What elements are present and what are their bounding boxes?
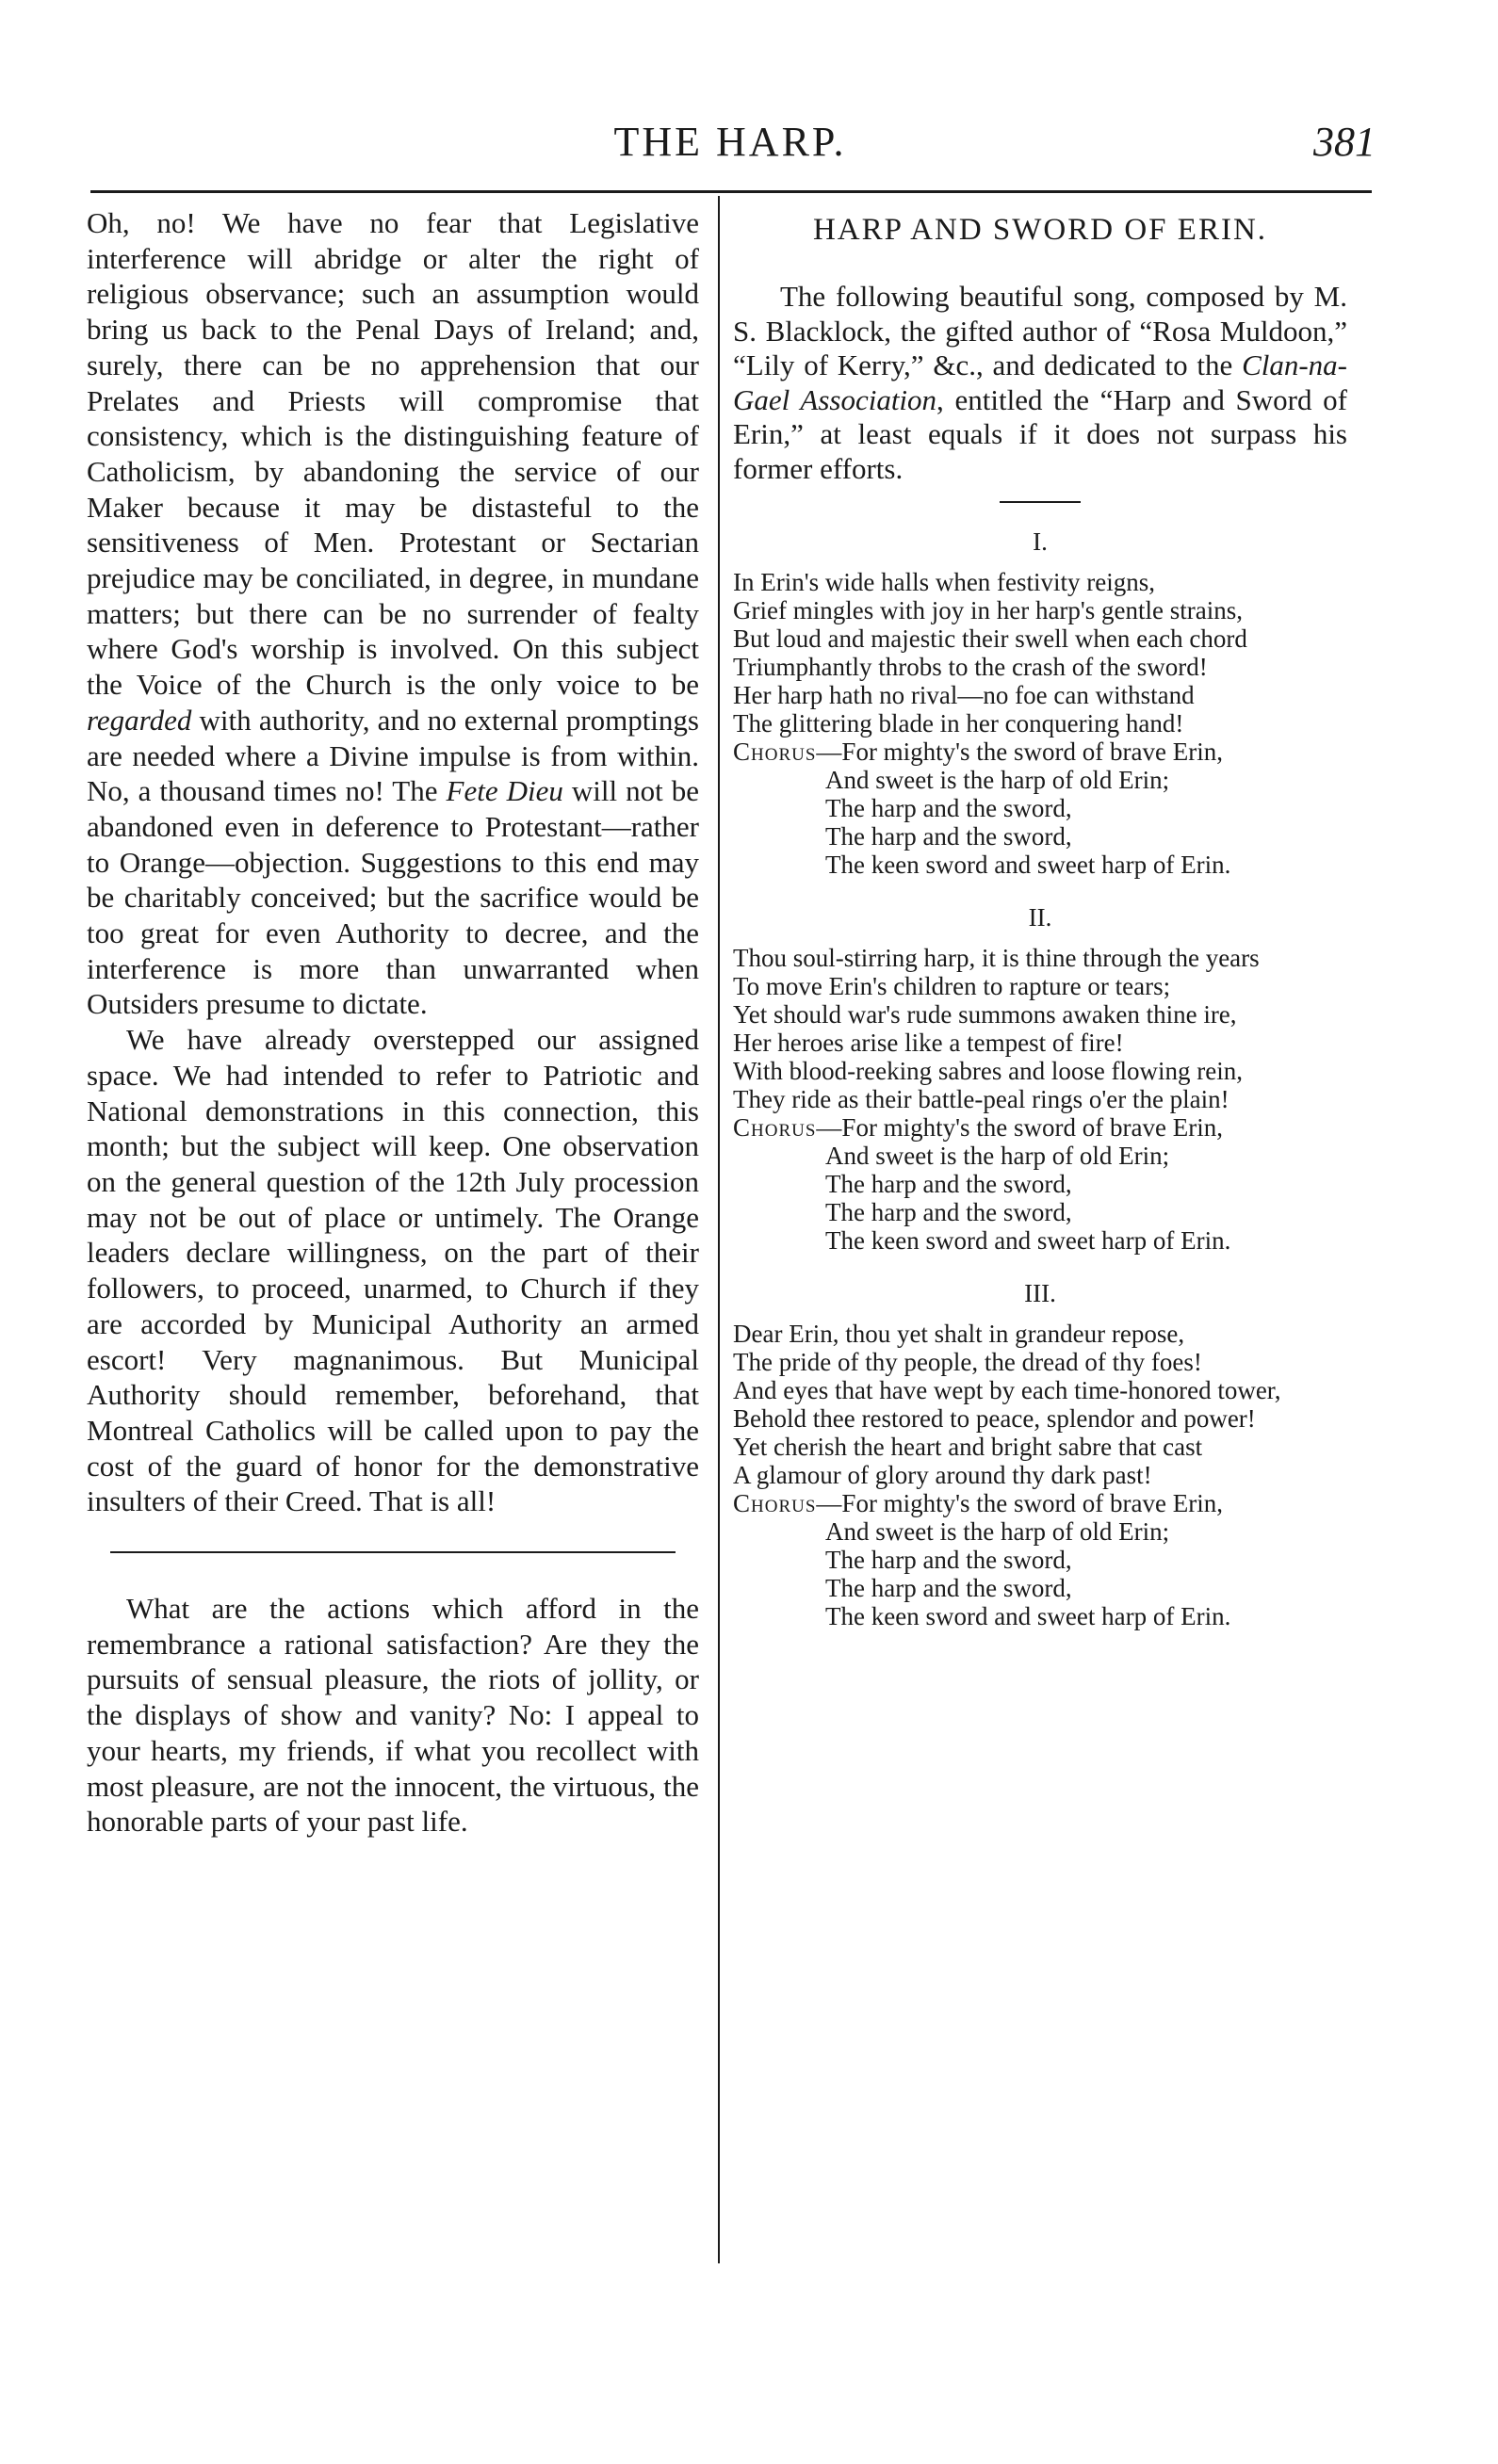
section-divider — [110, 1551, 676, 1553]
chorus-line: And sweet is the harp of old Erin; — [825, 1517, 1170, 1546]
verse-line: To move Erin's children to rapture or tears; — [733, 972, 1171, 1000]
verse-number: I. — [1033, 527, 1048, 556]
verse-line: Yet cherish the heart and bright sabre that cast — [733, 1433, 1203, 1461]
verse-line: In Erin's wide halls when festivity reigns, — [733, 568, 1156, 596]
chorus-line: The harp and the sword, — [825, 1574, 1072, 1602]
chorus-line: The keen sword and sweet harp of Erin. — [825, 1226, 1231, 1255]
chorus-line: And sweet is the harp of old Erin; — [825, 766, 1170, 794]
chorus-line: And sweet is the harp of old Erin; — [825, 1142, 1170, 1170]
italic-phrase: Clan-na-Gael Association — [733, 349, 1347, 416]
verse-line: And eyes that have wept by each time-honored tower, — [733, 1376, 1281, 1404]
right-column — [733, 205, 1347, 1630]
intro-text: , entitled the “Harp and Sword of Erin,” at least equals if it does not surpass his former efforts. — [733, 382, 1347, 485]
song-intro — [733, 280, 1347, 486]
chorus-text: —For mighty's the sword of brave Erin, — [816, 1489, 1223, 1517]
verse-2 — [733, 944, 1347, 1255]
chorus-label: Chorus — [733, 738, 817, 766]
verse-line: Her harp hath no rival—no foe can withstand — [733, 681, 1195, 709]
verse-line: Grief mingles with joy in her harp's gentle strains, — [733, 596, 1244, 624]
chorus-text: —For mighty's the sword of brave Erin, — [816, 738, 1223, 766]
chorus-line: The keen sword and sweet harp of Erin. — [825, 851, 1231, 879]
page-number: 381 — [1313, 119, 1376, 165]
running-title: THE HARP. — [613, 119, 847, 165]
intro-text: The following beautiful song, composed by M. S. Blacklock, the gifted author of “Rosa Muldoon,” “Lily of Kerry,” &c., and dedicated to the — [733, 280, 1347, 381]
chorus-label: Chorus — [733, 1113, 817, 1142]
verse-line: A glamour of glory around thy dark past! — [733, 1461, 1152, 1489]
paragraph-text: will not be abandoned even in deference to Protestant—rather to Orange—objection. Suggestions to this end may be charitably conceived; but the sacrifice would be too great for even Authority to decree, and the interference is more than unwarranted when Outsiders presume to dictate. — [87, 774, 700, 1021]
verse-line: Dear Erin, thou yet shalt in grandeur repose, — [733, 1320, 1185, 1348]
verse-number: II. — [1028, 903, 1052, 932]
paragraph-text: Oh, no! We have no fear that Legislative interference will abridge or alter the right of religious observance; such an assumption would bring us back to the Penal Days of Ireland; and, surely, there can be no apprehension that our Prelates and Priests will compromise that consistency, which is the distinguishing feature of Catholicism, by abandoning the service of our Maker because it may be distasteful to the sensitiveness of Men. Protestant or Sectarian prejudice may be conciliated, in degree, in mundane matters; but there can be no surrender of fealty where God's worship is involved. On this subject the Voice of the Church is the only voice to be — [87, 206, 699, 702]
chorus-line: The harp and the sword, — [825, 1170, 1072, 1198]
editorial-paragraph-2: We have already overstepped our assigned space. We had intended to refer to Patriotic and National demonstrations in this connection, this month; but the subject will keep. One observation on the general question of the 12th July procession may not be out of place or untimely. The Orange leaders declare willingness, on the part of their followers, to proceed, unarmed, to Church if they are accorded by Municipal Authority an armed escort! Very magnanimous. But Municipal Authority should remember, beforehand, that Montreal Catholics will be called upon to pay the cost of the guard of honor for the demonstrative insulters of their Creed. That is all! — [87, 1023, 699, 1518]
verse-3 — [733, 1320, 1347, 1630]
intro-divider — [1000, 501, 1081, 503]
chorus-label: Chorus — [733, 1489, 817, 1517]
verse-number: III. — [1024, 1279, 1056, 1307]
chorus-line: The harp and the sword, — [825, 822, 1072, 851]
running-head — [85, 118, 1376, 174]
header-rule — [90, 190, 1372, 193]
verse-line: Her heroes arise like a tempest of fire! — [733, 1029, 1124, 1057]
paragraph-text: with authority, and no external promptings are needed where a Divine impulse is from within. No, a thousand times no! The — [87, 703, 699, 808]
verse-line: Triumphantly throbs to the crash of the sword! — [733, 653, 1208, 681]
chorus-first-line — [733, 1113, 1347, 1142]
chorus-line: The keen sword and sweet harp of Erin. — [825, 1602, 1231, 1630]
italic-phrase: Fete Dieu — [446, 774, 563, 808]
maxim-paragraph: What are the actions which afford in the remembrance a rational satisfaction? Are they the pursuits of sensual pleasure, the riots of jollity, or the displays of show and vanity? No: I appeal to your hearts, my friends, if what you recollect with most pleasure, are not the innocent, the virtuous, the honorable parts of your past life. — [87, 1592, 699, 1839]
chorus-first-line — [733, 1489, 1347, 1517]
chorus-first-line — [733, 738, 1347, 766]
chorus-text: —For mighty's the sword of brave Erin, — [816, 1113, 1223, 1142]
verse-line: Behold thee restored to peace, splendor and power! — [733, 1404, 1256, 1433]
chorus-line: The harp and the sword, — [825, 794, 1072, 822]
left-column — [87, 205, 699, 1840]
verse-line: But loud and majestic their swell when each chord — [733, 624, 1247, 653]
verse-line: The glittering blade in her conquering hand! — [733, 709, 1184, 738]
verse-line: Yet should war's rude summons awaken thine ire, — [733, 1000, 1237, 1029]
verse-line: The pride of thy people, the dread of thy foes! — [733, 1348, 1202, 1376]
verse-line: They ride as their battle-peal rings o'er the plain! — [733, 1085, 1229, 1113]
editorial-paragraph-1 — [87, 205, 699, 1022]
chorus-line: The harp and the sword, — [825, 1546, 1072, 1574]
song-title: HARP AND SWORD OF ERIN. — [812, 213, 1268, 247]
verse-1 — [733, 568, 1347, 879]
verse-line: Thou soul-stirring harp, it is thine through the years — [733, 944, 1260, 972]
chorus-line: The harp and the sword, — [825, 1198, 1072, 1226]
column-divider — [718, 196, 720, 2263]
verse-line: With blood-reeking sabres and loose flowing rein, — [733, 1057, 1244, 1085]
italic-phrase: regarded — [87, 703, 192, 737]
